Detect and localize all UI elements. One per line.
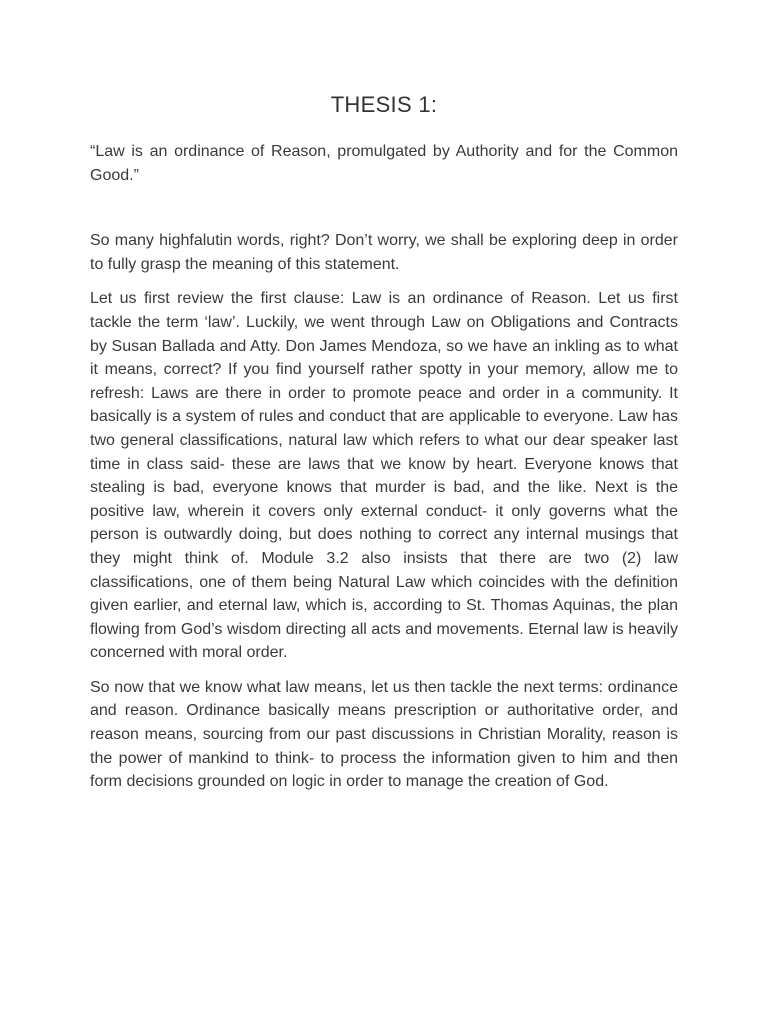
intro-paragraph: So many highfalutin words, right? Don’t worry, we shall be exploring deep in order to fully grasp the meaning of this statement. [90,232,678,273]
law-definition-paragraph: Let us first review the first clause: Law is an ordinance of Reason. Let us first tackle the term ‘law’. Luckily, we went through Law on Obligations and Contracts by Susan Ballada and Atty. Don James Mendoza, so we have an inkling as to what it means, correct? If you find yourself rather spotty in your memory, allow me to refresh: Laws are there in order to promote peace and order in a community. It basically is a system of rules and conduct that are applicable to everyone. Law has two general classifications, natural law which refers to what our dear speaker last time in class said- these are laws that we know by heart. Everyone knows that stealing is bad, everyone knows that murder is bad, and the like. Next is the positive law, wherein it covers only external conduct- it only governs what the person is outwardly doing, but does nothing to correct any internal musings that they might think of. Module 3.2 also insists that there are two (2) law classifications, one of them being Natural Law which coincides with the definition given earlier, and eternal law, which is, according to St. Thomas Aquinas, the plan flowing from God’s wisdom directing all acts and movements. Eternal law is heavily concerned with moral order. [90,290,678,662]
document-page [90,92,678,805]
thesis-quote: “Law is an ordinance of Reason, promulgated by Authority and for the Common Good.” [90,143,678,184]
page-title: THESIS 1: [330,92,438,117]
ordinance-reason-paragraph: So now that we know what law means, let us then tackle the next terms: ordinance and reason. Ordinance basically means prescription or authoritative order, and reason means, sourcing from our past discussions in Christian Morality, reason is the power of mankind to think- to process the information given to him and then form decisions grounded on logic in order to manage the creation of God. [90,678,678,791]
